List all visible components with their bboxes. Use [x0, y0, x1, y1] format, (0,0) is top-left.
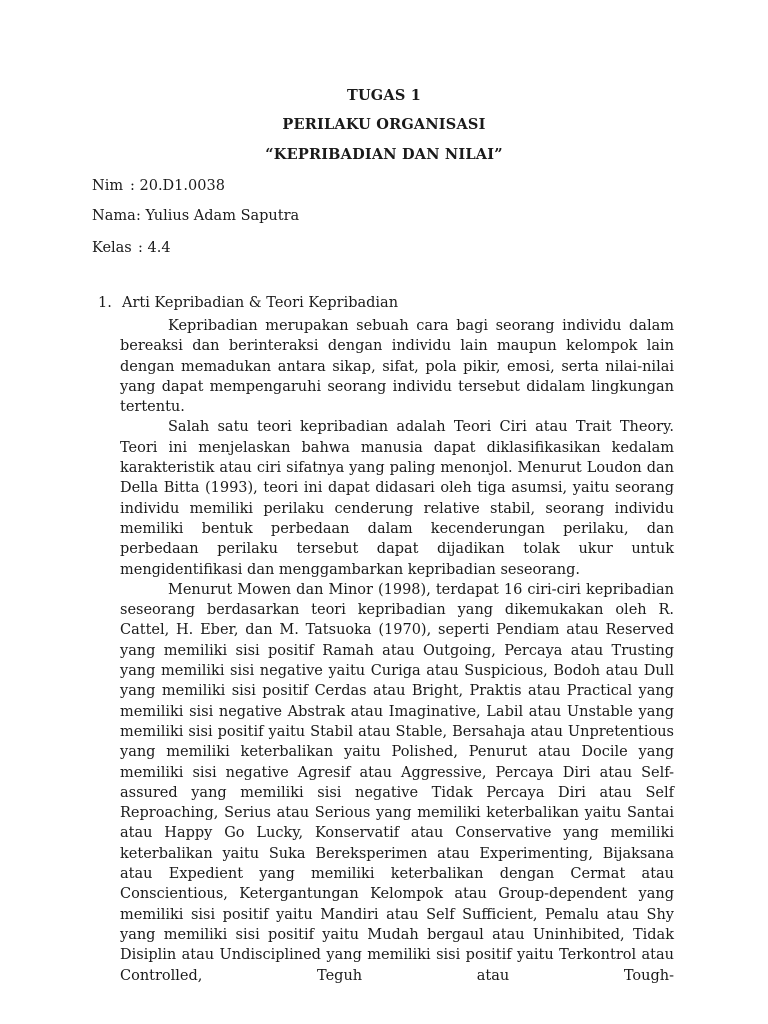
- nama-row: [92, 208, 299, 224]
- nim-value: : 20.D1.0038: [130, 178, 225, 194]
- paragraph: Menurut Mowen dan Minor (1998), terdapat 16 ciri-ciri kepribadian seseorang berdasarkan teori kepribadian yang dikemukakan oleh R. Cattel, H. Eber, dan M. Tatsuoka (1970), seperti Pendiam atau Reserved yang memiliki sisi positif Ramah atau Outgoing, Percaya atau Trusting yang memiliki sisi negative yaitu Curiga atau Suspicious, Bodoh atau Dull yang memiliki sisi positif Cerdas atau Bright, Praktis atau Practical yang memiliki sisi negative Abstrak atau Imaginative, Labil atau Unstable yang memiliki sisi positif yaitu Stabil atau Stable, Bersahaja atau Unpretentious yang memiliki keterbalikan yaitu Polished, Penurut atau Docile yang memiliki sisi negative Agresif atau Aggressive, Percaya Diri atau Self-assured yang memiliki sisi negative Tidak Percaya Diri atau Self Reproaching, Serius atau Serious yang memiliki keterbalikan yaitu Santai atau Happy Go Lucky, Konservatif atau Conservative yang memiliki keterbalikan yaitu Suka Bereksperimen atau Experimenting, Bijaksana atau Expedient yang memiliki keterbalikan dengan Cermat atau Conscientious, Ketergantungan Kelompok atau Group-dependent yang memiliki sisi positif yaitu Mandiri atau Self Sufficient, Pemalu atau Shy yang memiliki sisi positif yaitu Mudah bergaul atau Uninhibited, Tidak Disiplin atau Undisciplined yang memiliki sisi positif yaitu Terkontrol atau Controlled, Teguh atau Tough-: [120, 581, 674, 984]
- kelas-row: [92, 240, 171, 256]
- nama-label: Nama: [92, 208, 136, 224]
- section-number: 1.: [98, 295, 112, 311]
- section-body: [120, 316, 674, 986]
- assignment-title: TUGAS 1: [346, 87, 422, 104]
- kelas-label: Kelas: [92, 240, 132, 256]
- course-title: PERILAKU ORGANISASI: [282, 116, 486, 133]
- section-heading: [98, 295, 398, 311]
- nim-row: [92, 178, 225, 194]
- section-title: Arti Kepribadian & Teori Kepribadian: [122, 295, 399, 311]
- topic-title: “KEPRIBADIAN DAN NILAI”: [265, 146, 503, 163]
- nim-label: Nim: [92, 178, 124, 194]
- kelas-value: : 4.4: [138, 240, 171, 256]
- nama-value: : Yulius Adam Saputra: [136, 208, 300, 224]
- paragraph: Salah satu teori kepribadian adalah Teori Ciri atau Trait Theory. Teori ini menjelaskan bahwa manusia dapat diklasifikasikan kedalam karakteristik atau ciri sifatnya yang paling menonjol. Menurut Loudon dan Della Bitta (1993), teori ini dapat didasari oleh tiga asumsi, yaitu seorang individu memiliki perilaku cenderung relative stabil, seorang individu memiliki bentuk perbedaan dalam kecenderungan perilaku, dan perbedaan perilaku tersebut dapat dijadikan tolak ukur untuk mengidentifikasi dan menggambarkan kepribadian seseorang.: [120, 419, 674, 578]
- paragraph: Kepribadian merupakan sebuah cara bagi seorang individu dalam bereaksi dan berinteraksi dengan individu lain maupun kelompok lain dengan memadukan antara sikap, sifat, pola pikir, emosi, serta nilai-nilai yang dapat mempengaruhi seorang individu tersebut didalam lingkungan tertentu.: [120, 318, 674, 416]
